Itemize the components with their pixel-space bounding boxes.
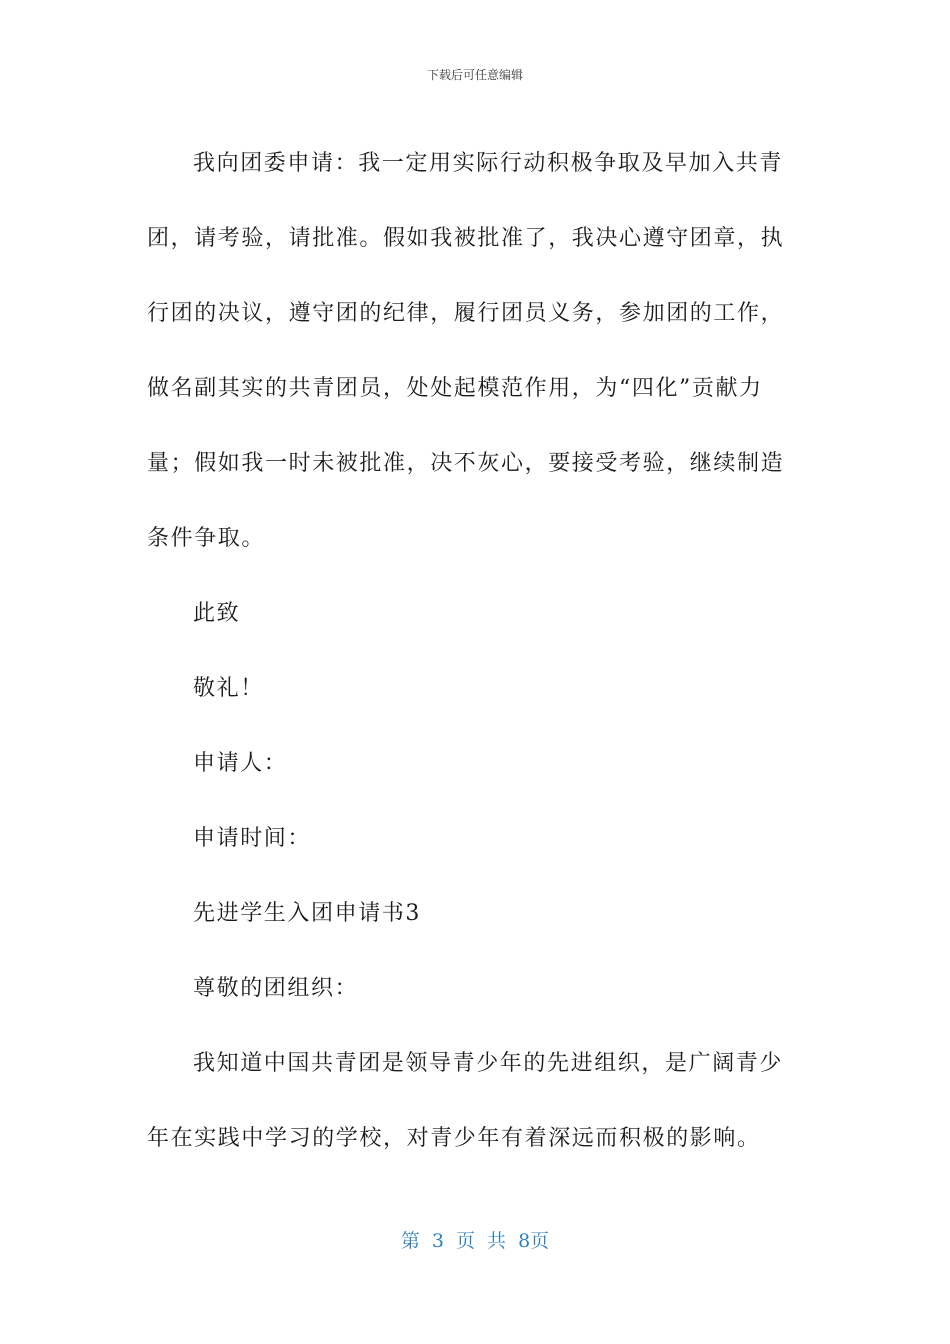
text-line: 量；假如我一时未被批准，决不灰心，要接受考验，继续制造 [147,451,785,476]
page-number-footer: 第 3 页 共 8页 [400,1230,550,1252]
text-line: 申请时间： [193,826,312,851]
text-line: 条件争取。 [147,526,266,551]
text-line: 申请人： [193,751,288,776]
text-line: 敬礼！ [193,676,264,701]
paragraph-salute [147,651,797,726]
text-line: 行团的决议，遵守团的纪律，履行团员义务，参加团的工作， [147,301,785,326]
text-line: 团，请考验，请批准。假如我被批准了，我决心遵守团章，执 [147,226,785,251]
paragraph-closing-greeting [147,576,797,651]
text-line: 做名副其实的共青团员，处处起模范作用，为“四化”贡献力 [147,376,763,401]
text-line: 先进学生入团申请书3 [193,901,421,926]
text-line: 年在实践中学习的学校，对青少年有着深远而积极的影响。 [147,1126,761,1151]
text-line: 我向团委申请：我一定用实际行动积极争取及早加入共青 [193,151,784,176]
text-line: 尊敬的团组织： [193,976,359,1001]
paragraph-application-date [147,801,797,876]
paragraph-applicant [147,726,797,801]
text-line: 我知道中国共青团是领导青少年的先进组织，是广阔青少 [193,1051,784,1076]
paragraph-intro [147,1026,797,1176]
section-title [147,876,797,951]
page-header: 下载后可任意编辑 [426,68,523,82]
text-line: 此致 [193,601,241,626]
paragraph-application [147,126,797,576]
document-body [147,126,797,1176]
paragraph-salutation [147,951,797,1026]
